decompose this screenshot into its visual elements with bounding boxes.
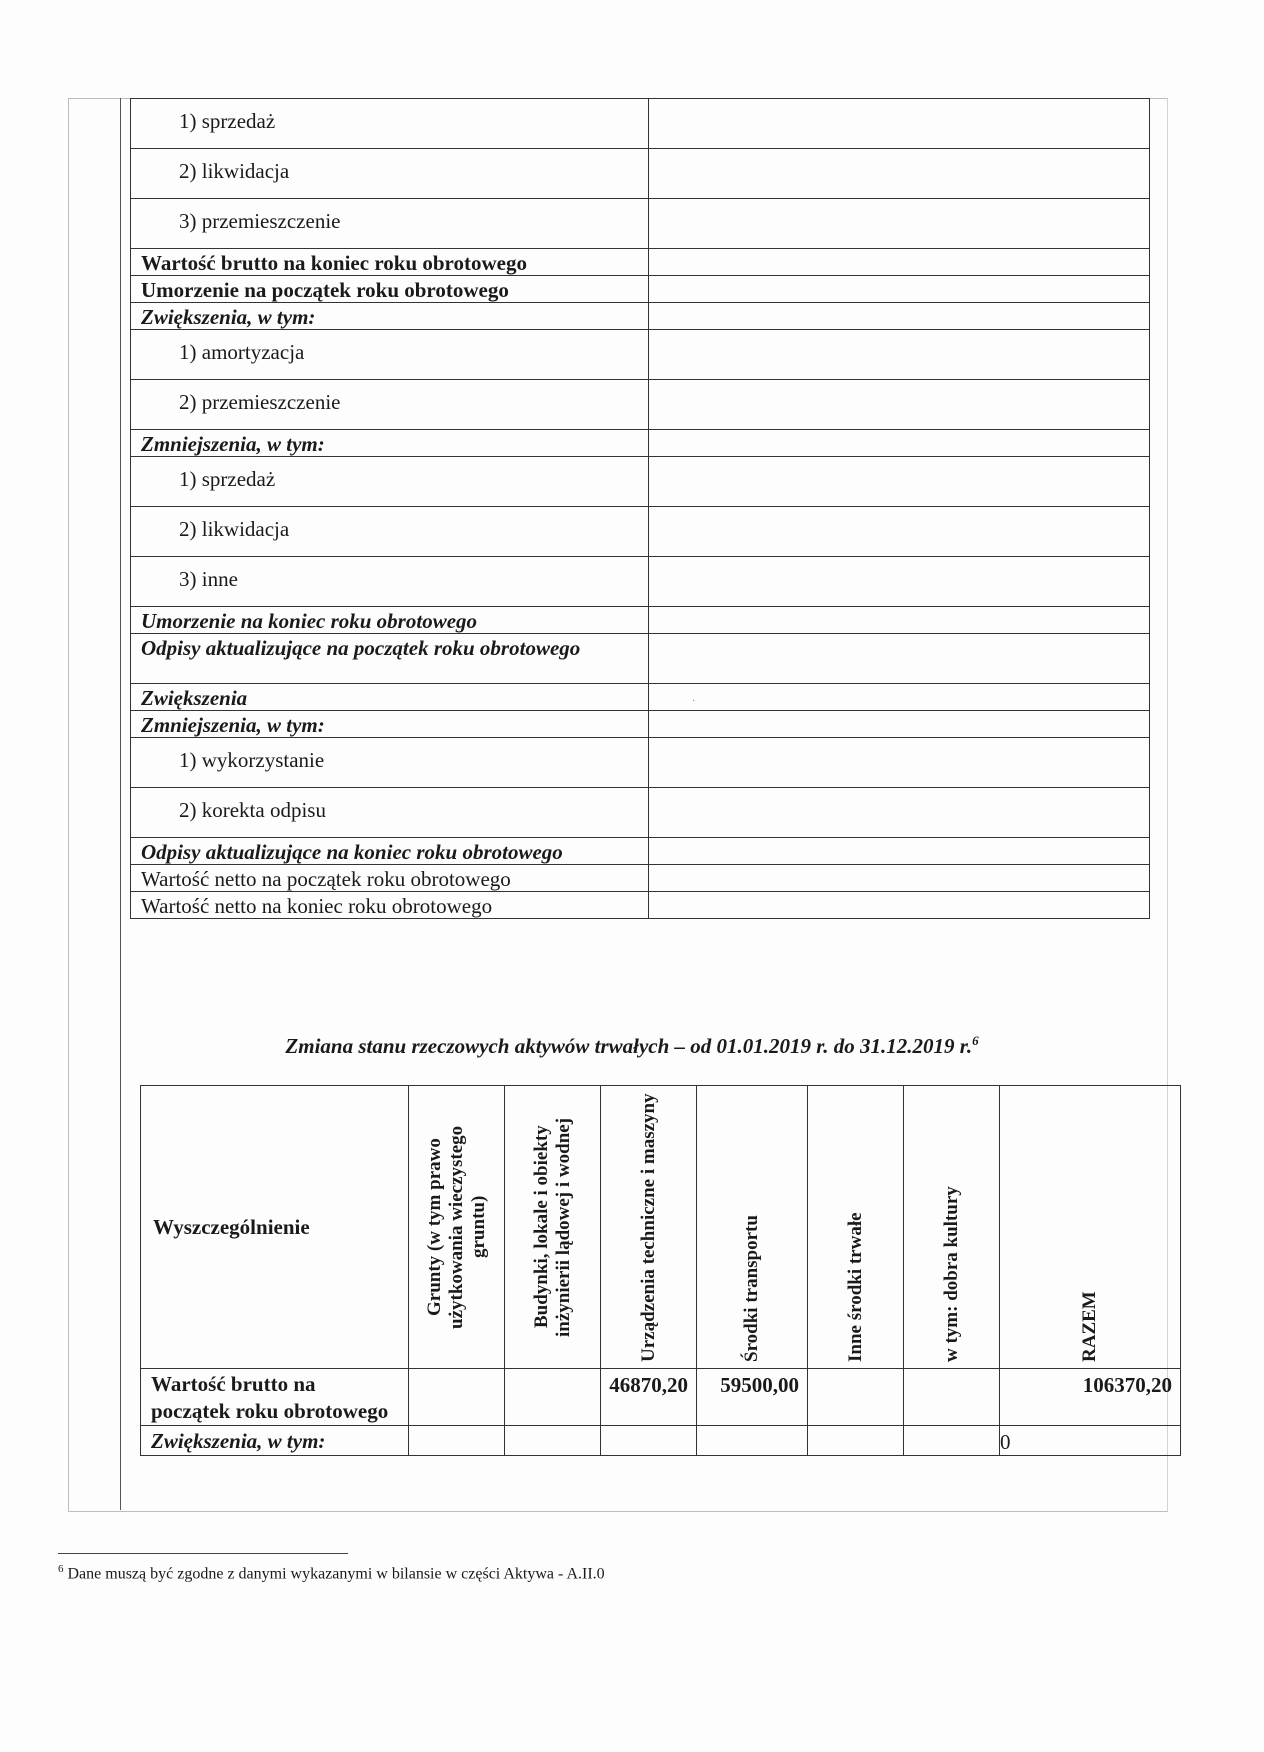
row-label: Wartość netto na koniec roku obrotowego — [131, 892, 649, 919]
value-cell — [904, 1369, 1000, 1426]
row-label: Umorzenie na początek roku obrotowego — [131, 276, 649, 303]
row-label: Zmniejszenia, w tym: — [131, 711, 649, 738]
row-label: 2) likwidacja — [131, 149, 649, 199]
footnote — [58, 1563, 605, 1583]
value-cell — [649, 249, 1150, 276]
value-cell — [409, 1369, 505, 1426]
row-label: Odpisy aktualizujące na początek roku obrotowego — [131, 634, 649, 684]
column-header — [904, 1086, 1000, 1369]
value-cell: 0 — [1000, 1426, 1181, 1456]
value-cell — [649, 303, 1150, 330]
value-cell — [649, 380, 1150, 430]
table-row — [131, 607, 1150, 634]
value-cell — [649, 276, 1150, 303]
table-row — [131, 457, 1150, 507]
table-row — [141, 1426, 1181, 1456]
row-label: Zmniejszenia, w tym: — [131, 430, 649, 457]
column-header — [409, 1086, 505, 1369]
table-tangible-assets-change — [140, 1085, 1181, 1456]
row-label: Odpisy aktualizujące na koniec roku obrotowego — [131, 838, 649, 865]
table-row — [131, 892, 1150, 919]
header-description: Wyszczególnienie — [141, 1086, 409, 1369]
scan-mark: · — [692, 696, 696, 707]
value-cell — [649, 684, 1150, 711]
table-caption — [0, 1033, 1264, 1059]
table-row — [131, 149, 1150, 199]
value-cell — [601, 1426, 697, 1456]
value-cell — [649, 199, 1150, 249]
column-header-text: Budynki, lokale i obiekty inżynierii lądowej i wodnej — [530, 1117, 574, 1337]
value-cell — [808, 1369, 904, 1426]
value-cell — [649, 557, 1150, 607]
value-cell — [649, 607, 1150, 634]
table-row — [131, 303, 1150, 330]
row-label: 2) likwidacja — [131, 507, 649, 557]
value-cell — [649, 430, 1150, 457]
value-cell — [409, 1426, 505, 1456]
table-row — [131, 199, 1150, 249]
table-row — [131, 249, 1150, 276]
table-row — [141, 1369, 1181, 1426]
row-label: 1) sprzedaż — [131, 457, 649, 507]
column-header-text: Urządzenia techniczne i maszyny — [637, 1093, 659, 1362]
row-label: 1) wykorzystanie — [131, 738, 649, 788]
row-label: 2) korekta odpisu — [131, 788, 649, 838]
table-row — [131, 276, 1150, 303]
row-label: 1) sprzedaż — [131, 99, 649, 149]
column-header — [697, 1086, 808, 1369]
column-header — [1000, 1086, 1181, 1369]
column-header-text: Środki transportu — [741, 1215, 762, 1362]
column-header-text: RAZEM — [1079, 1291, 1100, 1362]
value-cell — [649, 711, 1150, 738]
table-row — [131, 738, 1150, 788]
value-cell: 59500,00 — [697, 1369, 808, 1426]
value-cell — [649, 330, 1150, 380]
row-label: Zwiększenia — [131, 684, 649, 711]
value-cell — [808, 1426, 904, 1456]
row-label: Wartość netto na początek roku obrotowego — [131, 865, 649, 892]
value-cell — [649, 738, 1150, 788]
value-cell — [649, 865, 1150, 892]
header-row — [141, 1086, 1181, 1369]
value-cell — [649, 838, 1150, 865]
table-row — [131, 838, 1150, 865]
row-label: Zwiększenia, w tym: — [141, 1426, 409, 1456]
value-cell — [649, 507, 1150, 557]
value-cell: 106370,20 — [1000, 1369, 1181, 1426]
row-label: 2) przemieszczenie — [131, 380, 649, 430]
table-row — [131, 430, 1150, 457]
table-row — [131, 507, 1150, 557]
footnote-text: Dane muszą być zgodne z danymi wykazanymi w bilansie w części Aktywa - A.II.0 — [67, 1565, 605, 1583]
table-row — [131, 684, 1150, 711]
column-header — [505, 1086, 601, 1369]
page-frame-divider — [120, 98, 121, 1510]
table-row — [131, 557, 1150, 607]
value-cell — [649, 634, 1150, 684]
row-label: Wartość brutto na początek roku obrotowego — [141, 1369, 409, 1426]
table-row — [131, 99, 1150, 149]
row-label: 3) przemieszczenie — [131, 199, 649, 249]
table-row — [131, 634, 1150, 684]
column-header — [601, 1086, 697, 1369]
value-cell — [505, 1426, 601, 1456]
footnote-separator — [58, 1553, 348, 1554]
value-cell — [649, 99, 1150, 149]
caption-text: Zmiana stanu rzeczowych aktywów trwałych – od 01.01.2019 r. do 31.12.2019 r. — [285, 1034, 973, 1058]
value-cell — [505, 1369, 601, 1426]
table-row — [131, 865, 1150, 892]
row-label: Zwiększenia, w tym: — [131, 303, 649, 330]
row-label: 1) amortyzacja — [131, 330, 649, 380]
value-cell — [649, 457, 1150, 507]
table-row — [131, 711, 1150, 738]
column-header-text: Grunty (w tym prawo użytkowania wieczystego gruntu) — [423, 1125, 489, 1329]
row-label: Umorzenie na koniec roku obrotowego — [131, 607, 649, 634]
row-label: Wartość brutto na koniec roku obrotowego — [131, 249, 649, 276]
table-row — [131, 380, 1150, 430]
footnote-number: 6 — [58, 1563, 64, 1575]
row-label: 3) inne — [131, 557, 649, 607]
table-fixed-assets-continuation — [130, 98, 1150, 919]
value-cell — [649, 892, 1150, 919]
value-cell — [904, 1426, 1000, 1456]
value-cell: 46870,20 — [601, 1369, 697, 1426]
column-header — [808, 1086, 904, 1369]
column-header-text: w tym: dobra kultury — [940, 1186, 962, 1362]
value-cell — [649, 149, 1150, 199]
value-cell — [649, 788, 1150, 838]
column-header-text: Inne środki trwałe — [844, 1212, 866, 1362]
table-row — [131, 330, 1150, 380]
caption-footnote-ref: 6 — [972, 1033, 979, 1048]
value-cell — [697, 1426, 808, 1456]
table-row — [131, 788, 1150, 838]
